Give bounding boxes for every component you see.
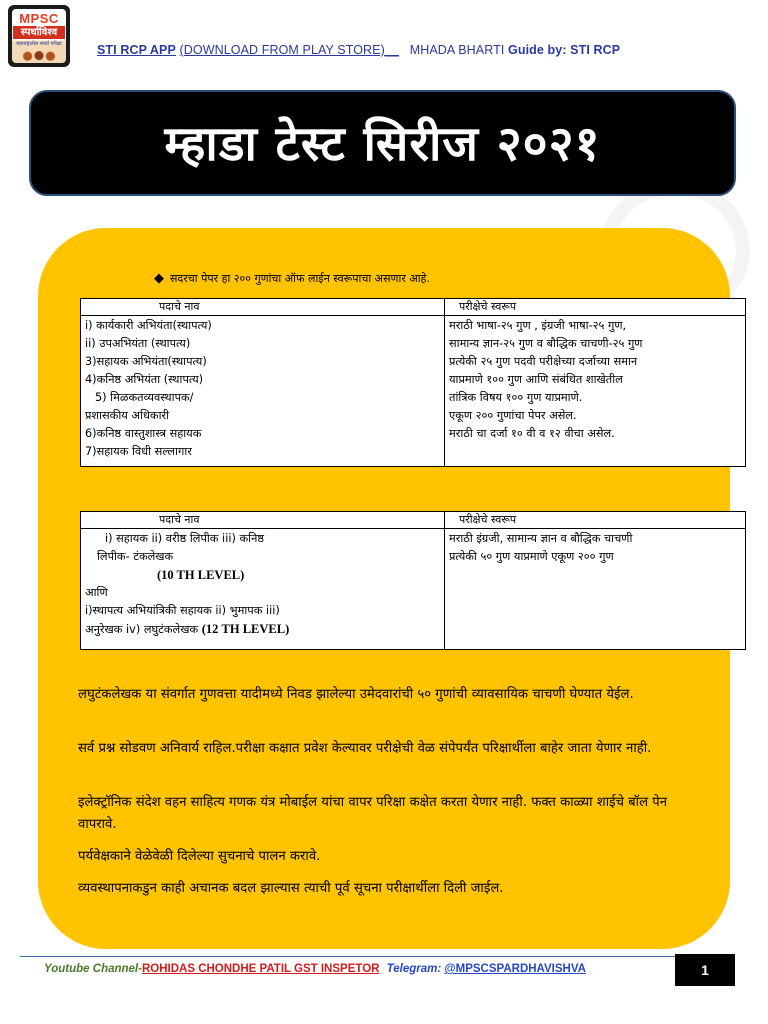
table2-level-10: (10 TH LEVEL) <box>157 568 245 582</box>
diamond-bullet-icon: ◆ <box>154 271 164 286</box>
instruction-paragraph: सर्व प्रश्न सोडवण अनिवार्य राहिल.परीक्षा कक्षात प्रवेश केल्यावर परीक्षेची वेळ संपेपर्यंत परिक्षार्थीला बाहेर जाता येणार नाही. <box>78 741 652 756</box>
table1-format-line: सामान्य ज्ञान-२५ गुण व बौद्धिक चाचणी-२५ गुण <box>449 337 643 350</box>
table-header-post: पदाचे नाव <box>81 512 445 529</box>
table-header-post: पदाचे नाव <box>81 299 445 316</box>
footer-divider <box>20 956 720 957</box>
mpsc-logo <box>8 5 70 67</box>
table2-level-12: (12 TH LEVEL) <box>201 622 290 636</box>
table-header-format: परीक्षेचे स्वरूप <box>445 512 746 529</box>
table1-post-line: 4)कनिष्ठ अभियंता (स्थापत्य) <box>85 373 204 386</box>
footer <box>44 963 586 975</box>
posts-table-2 <box>80 511 746 650</box>
table1-post-line: 5) मिळकतव्यवस्थापक/ <box>95 391 194 404</box>
table-header-format: परीक्षेचे स्वरूप <box>445 299 746 316</box>
logo-tagline: महाराष्ट्रातील स्पर्धा परीक्षा <box>16 41 62 47</box>
intro-text: सदरचा पेपर हा २०० गुणांचा ऑफ लाईन स्वरूपाचा असणार आहे. <box>170 272 430 285</box>
instruction-paragraph: पर्यवेक्षकाने वेळेवेळी दिलेल्या सुचनाचे पालन करावे. <box>78 849 321 864</box>
footer-telegram-link[interactable]: @MPSCSPARDHAVISHVA <box>444 963 586 975</box>
header-gap: __ <box>384 43 399 57</box>
table1-post-line: ii) उपअभियंता (स्थापत्य) <box>85 337 191 350</box>
instruction-paragraph: व्यवस्थापनाकडुन काही अचानक बदल झाल्यास त्याची पूर्व सूचना परीक्षार्थीला दिली जाईल. <box>78 881 504 896</box>
table2-post-line-last <box>85 620 440 639</box>
logo-people-icon <box>20 49 58 61</box>
table1-post-line: 6)कनिष्ठ वास्तुशास्त्र सहायक <box>85 427 202 440</box>
table2-format-line: प्रत्येकी ५० गुण याप्रमाणे एकूण २०० गुण <box>449 550 614 563</box>
table2-post-line: लिपीक- टंकलेखक <box>97 550 174 563</box>
table2-post-line: i) सहायक ii) वरीष्ठ लिपीक iii) कनिष्ठ <box>105 532 265 545</box>
table-header-row <box>81 512 746 529</box>
posts-table-1 <box>80 298 746 467</box>
table-header-row <box>81 299 746 316</box>
footer-youtube-link[interactable]: ROHIDAS CHONDHE PATIL GST INSPETOR <box>141 963 380 975</box>
table1-format-cell <box>445 316 746 467</box>
logo-mpsc-text: MPSC <box>19 11 59 26</box>
table1-format-line: एकूण २०० गुणांचा पेपर असेल. <box>449 409 577 422</box>
table2-post-line: अनुरेखक iv) लघुटंकलेखक <box>85 623 199 636</box>
table2-and: आणि <box>85 586 108 599</box>
header-guide: Guide by: STI RCP <box>508 43 621 57</box>
header-mhada: MHADA BHARTI <box>409 43 505 57</box>
table1-format-line: मराठी भाषा-२५ गुण , इंग्रजी भाषा-२५ गुण, <box>449 319 627 332</box>
table1-format-line: प्रत्येकी २५ गुण पदवी परीक्षेच्या दर्जाच्या समान <box>449 355 638 368</box>
table2-format-line: मराठी इंग्रजी, सामान्य ज्ञान व बौद्धिक चाचणी <box>449 532 633 545</box>
footer-telegram-label: Telegram: <box>386 963 442 975</box>
table1-posts-cell <box>81 316 445 467</box>
table-row <box>81 316 746 467</box>
intro-line <box>154 271 430 286</box>
title-banner <box>29 90 736 196</box>
page-title: म्हाडा टेस्ट सिरीज २०२१ <box>164 116 601 172</box>
table2-posts-cell <box>81 529 445 650</box>
footer-youtube-label: Youtube Channel- <box>44 963 142 975</box>
header-line <box>97 43 620 57</box>
table1-post-line: 3)सहायक अभियंता(स्थापत्य) <box>85 355 207 368</box>
table1-post-line: 7)सहायक विधी सल्लागार <box>85 445 192 458</box>
table1-post-line: i) कार्यकारी अभियंता(स्थापत्य) <box>85 319 212 332</box>
table1-post-line: प्रशासकीय अधिकारी <box>85 409 170 422</box>
table1-format-line: मराठी चा दर्जा १० वी व १२ वीचा असेल. <box>449 427 615 440</box>
logo-middle-text: स्पर्धाविश्व <box>13 26 65 39</box>
table-row <box>81 529 746 650</box>
table1-format-line: तांत्रिक विषय १०० गुण याप्रमाणे. <box>449 391 583 404</box>
instruction-paragraph: लघुटंकलेखक या संवर्गात गुणवत्ता यादीमध्ये निवड झालेल्या उमेदवारांची ५० गुणांची व्यावसायिक चाचणी घेण्यात येईल. <box>78 687 634 702</box>
table2-format-cell <box>445 529 746 650</box>
table2-post-line: i)स्थापत्य अभियांत्रिकी सहायक ii) भुमापक iii) <box>85 604 280 617</box>
page-number: 1 <box>675 954 735 986</box>
header-app: STI RCP APP <box>97 43 176 57</box>
table1-format-line: याप्रमाणे १०० गुण आणि संबंधित शाखेतील <box>449 373 623 386</box>
logo-badge <box>12 9 66 63</box>
header-download: (DOWNLOAD FROM PLAY STORE) <box>179 43 385 57</box>
instruction-paragraph: इलेक्ट्रॉनिक संदेश वहन साहित्य गणक यंत्र मोबाईल यांचा वापर परिक्षा कक्षेत करता येणार नाही. फक्त काळ्या शाईचे बॉल पेन वापरावे. <box>78 795 668 832</box>
